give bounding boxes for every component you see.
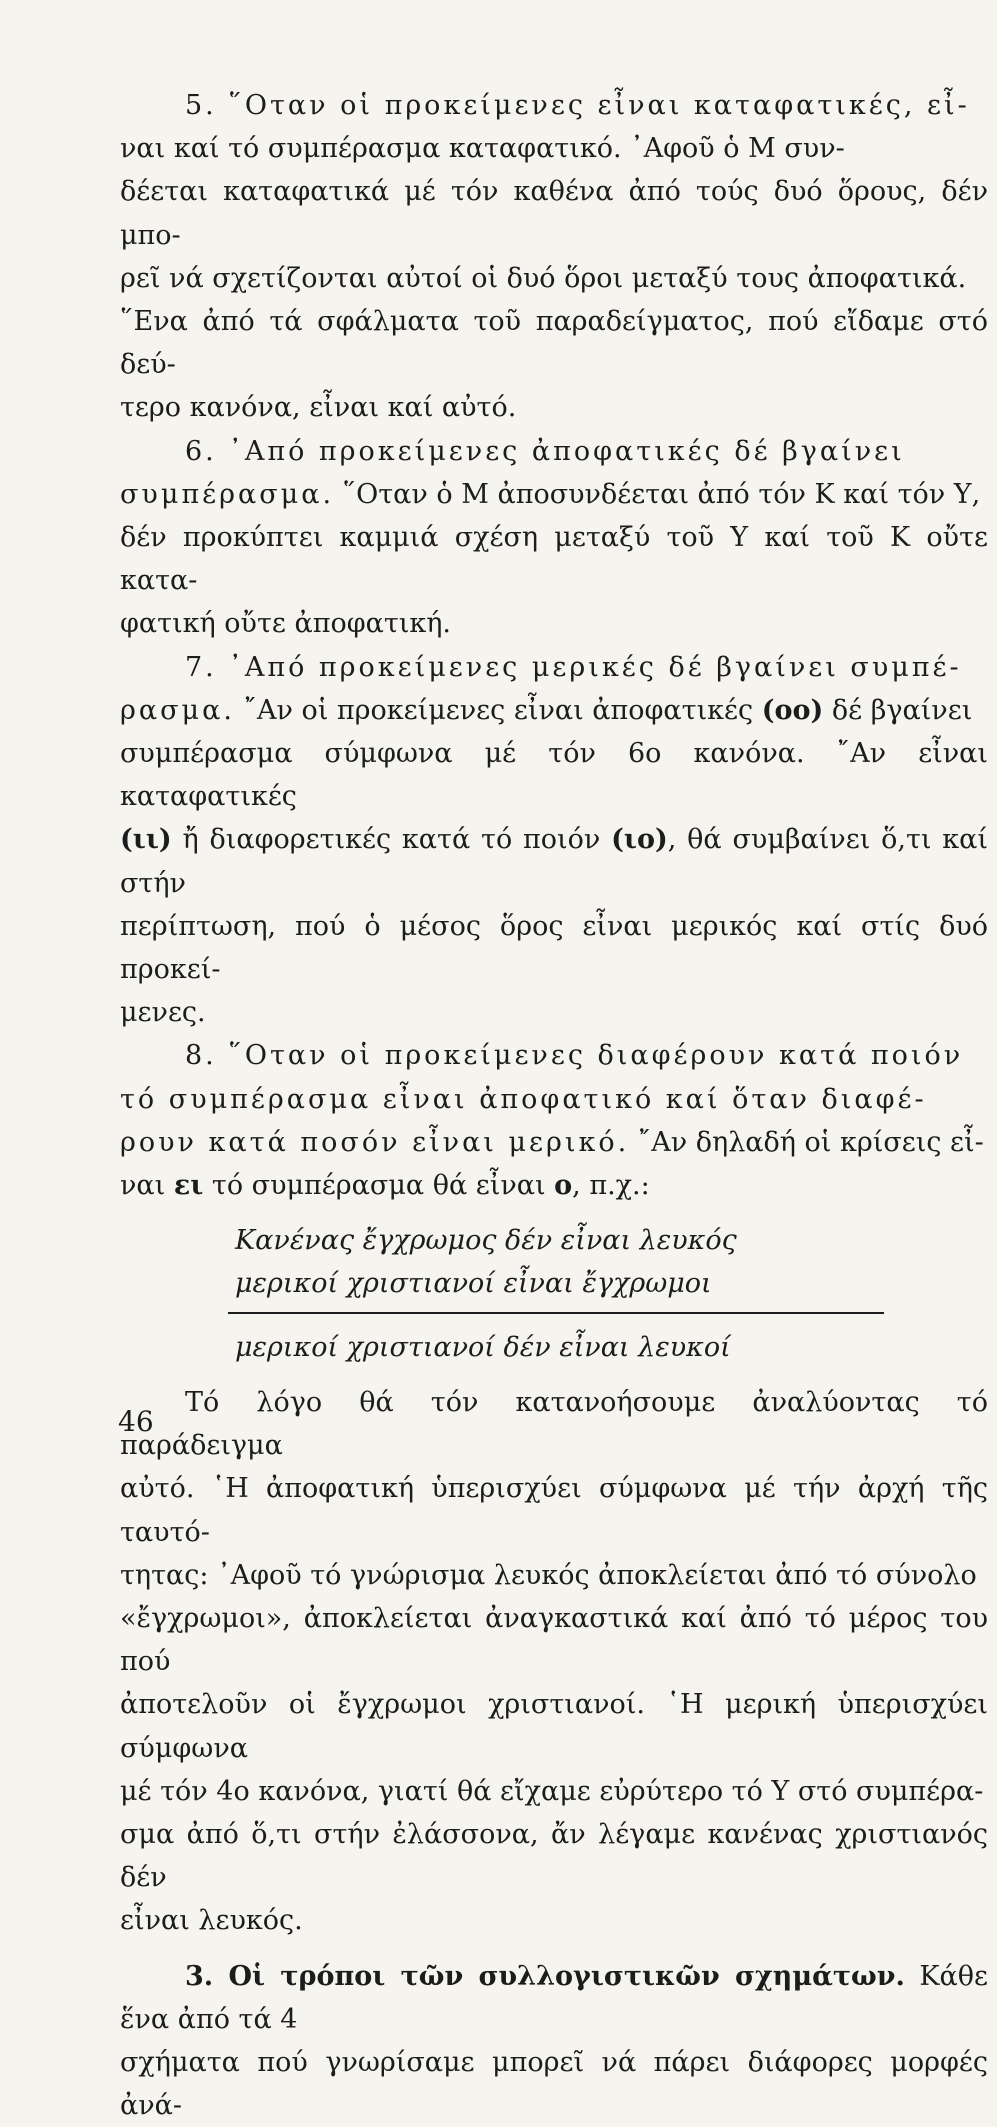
section-3-paragraph: 3. Οἱ τρόποι τῶν συλλογιστικῶν σχημάτων. Κάθε ἕνα ἀπό τά 4 σχήματα πού γνωρίσαμε μπορεῖ νά πάρει διάφορες μορφές ἀνά- bbox=[120, 1960, 988, 2122]
syllogism-divider bbox=[228, 1312, 884, 1314]
rule-5-heading: 5. ῞Οταν οἱ προκείμενες εἶναι καταφατικές, εἶ- bbox=[185, 90, 970, 121]
section-3-heading: 3. Οἱ τρόποι τῶν συλλογιστικῶν σχημάτων. bbox=[185, 1960, 905, 1992]
rule-8-paragraph: 8. ῞Οταν οἱ προκείμενες διαφέρουν κατά ποιόν τό συμπέρασμα εἶναι ἀποφατικό καί ὅταν διαφέ- ρουν κατά ποσόν εἶναι μερικό. ῎Αν δηλαδή οἱ κρίσεις εἶ- ναι ει τό συμπέρασμα θά εἶναι ο, π.χ.: bbox=[120, 1040, 984, 1202]
rule-7-paragraph: 7. ᾿Από προκείμενες μερικές δέ βγαίνει συμπέ- ρασμα. ῎Αν οἱ προκείμενες εἶναι ἀποφατικές (οο) δέ βγαίνει συμπέρασμα σύμφωνα μέ τόν 6ο κανόνα. ῎Αν εἶναι καταφατικές (ιι) ἤ διαφορετικές κατά τό ποιόν (ιο), θά συμβαίνει ὅ,τι καί στήν περίπτωση, πού ὁ μέσος ὅρος εἶναι μερικός καί στίς δυό προκεί- μενες. bbox=[120, 651, 988, 1029]
rule-6-heading: 6. ᾿Από προκείμενες ἀποφατικές δέ βγαίνει bbox=[185, 435, 905, 467]
rule-6-paragraph: 6. ᾿Από προκείμενες ἀποφατικές δέ βγαίνει συμπέρασμα. ῞Οταν ὁ Μ ἀποσυνδέεται ἀπό τόν Κ καί τόν Υ, δέν προκύπτει καμμιά σχέση μεταξύ τοῦ Υ καί τοῦ Κ οὔτε κατα- φατική οὔτε ἀποφατική. bbox=[120, 435, 988, 640]
main-text bbox=[120, 84, 988, 2127]
example-conclusion: μερικοί χριστιανοί δέν εἶναι λευκοί bbox=[235, 1331, 731, 1363]
rule-5-paragraph: 5. ῞Οταν οἱ προκείμενες εἶναι καταφατικές, εἶ- ναι καί τό συμπέρασμα καταφατικό. ᾿Αφοῦ ὁ Μ συν- δέεται καταφατικά μέ τόν καθένα ἀπό τούς δυό ὅρους, δέν μπο- ρεῖ νά σχετίζονται αὐτοί οἱ δυό ὅροι μεταξύ τους ἀποφατικά. ῞Ενα ἀπό τά σφάλματα τοῦ παραδείγματος, πού εἴδαμε στό δεύ- τερο κανόνα, εἶναι καί αὐτό. bbox=[120, 90, 988, 424]
page-number: 46 bbox=[118, 1405, 154, 1438]
rule-7-heading: 7. ᾿Από προκείμενες μερικές δέ βγαίνει συμπέ- bbox=[185, 651, 962, 683]
rule-8-heading: 8. ῞Οταν οἱ προκείμενες διαφέρουν κατά ποιόν bbox=[185, 1040, 964, 1072]
example-premise-2: μερικοί χριστιανοί εἶναι ἔγχρωμοι bbox=[235, 1268, 712, 1300]
explanation-paragraph: Τό λόγο θά τόν κατανοήσουμε ἀναλύοντας τό παράδειγμα αὐτό. ῾Η ἀποφατική ὑπερισχύει σύμφωνα μέ τήν ἀρχή τῆς ταυτό- τητας: ᾿Αφοῦ τό γνώρισμα λευκός ἀποκλείεται ἀπό τό σύνολο «ἔγχρωμοι», ἀποκλείεται ἀναγκαστικά καί ἀπό τό μέρος του πού ἀποτελοῦν οἱ ἔγχρωμοι χριστιανοί. ῾Η μερική ὑπερισχύει σύμφωνα μέ τόν 4ο κανόνα, γιατί θά εἴχαμε εὐρύτερο τό Υ στό συμπέρα- σμα ἀπό ὅ,τι στήν ἐλάσσονα, ἄν λέγαμε κανένας χριστιανός δέν εἶναι λευκός. bbox=[120, 1386, 988, 1937]
example-premise-1: Κανένας ἔγχρωμος δέν εἶναι λευκός bbox=[235, 1225, 737, 1257]
